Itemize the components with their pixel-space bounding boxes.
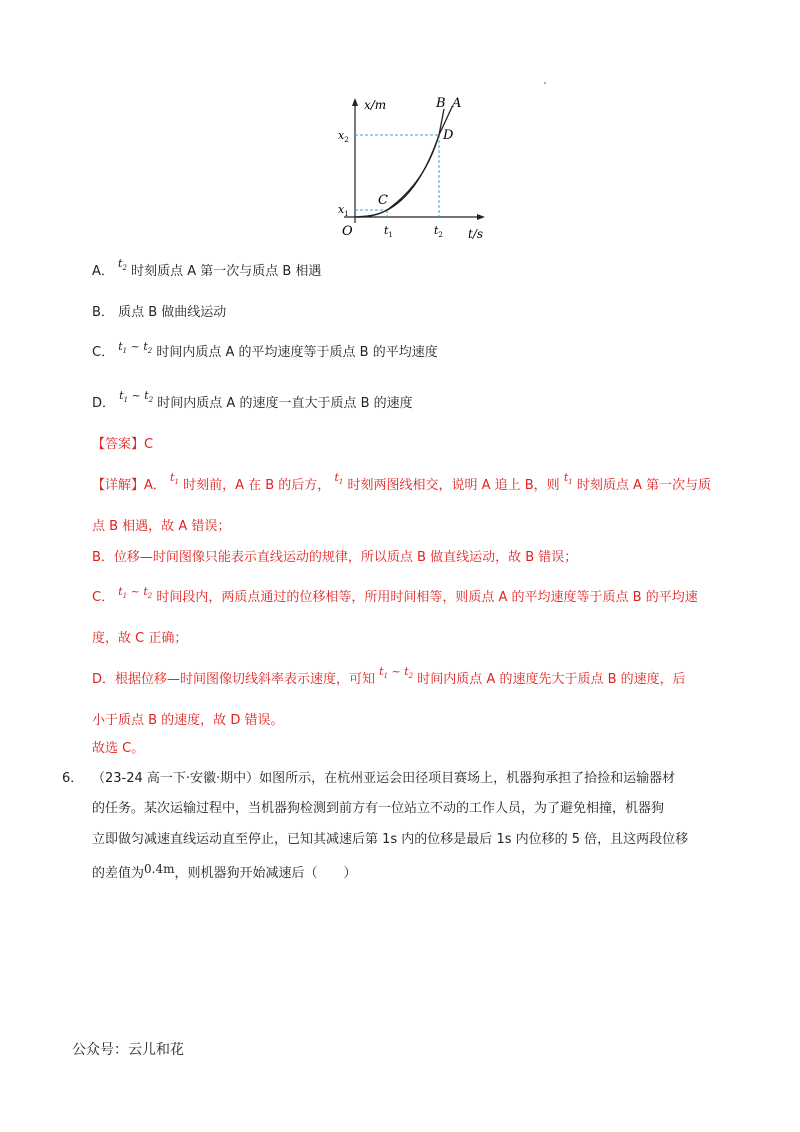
detail-c-line2: 度，故 C 正确； bbox=[92, 631, 188, 646]
question-6-line2: 的任务。某次运输过程中，当机器狗检测到前方有一位站立不动的工作人员，为了避免相撞，机器狗 bbox=[92, 801, 665, 816]
xt-graph bbox=[330, 95, 490, 245]
distance-value: 0.4m bbox=[144, 862, 175, 876]
option-d bbox=[92, 389, 413, 417]
t2-label: $t_2$ bbox=[434, 224, 443, 239]
detail-a1: 时刻前，A 在 B 的后方， bbox=[183, 478, 331, 493]
t1-label: $t_1$ bbox=[384, 224, 393, 239]
math-t1-t2: t1 ~ t2 bbox=[118, 340, 153, 356]
x2-label: $x_2$ bbox=[338, 129, 349, 144]
option-b-text: 质点 B 做曲线运动 bbox=[118, 305, 227, 320]
speck bbox=[544, 82, 546, 84]
footer-account: 公众号：云儿和花 bbox=[72, 1042, 184, 1058]
detail-a3: 时刻质点 A 第一次与质 bbox=[576, 478, 712, 493]
conclusion: 故选 C。 bbox=[92, 741, 145, 756]
x1-label: $x_1$ bbox=[338, 203, 349, 218]
option-d-text: 时间内质点 A 的速度一直大于质点 B 的速度 bbox=[157, 396, 413, 411]
math-t1: t1 bbox=[563, 471, 573, 487]
detail-label: 【详解】A． bbox=[92, 478, 166, 493]
detail-b: B．位移—时间图像只能表示直线运动的规律，所以质点 B 做直线运动，故 B 错误； bbox=[92, 550, 578, 565]
x-axis-label: t/s bbox=[468, 227, 484, 241]
detail-d-prefix: D．根据位移—时间图像切线斜率表示速度，可知 bbox=[92, 672, 376, 687]
option-d-prefix: D． bbox=[92, 396, 116, 411]
math-t2: t2 bbox=[118, 257, 127, 273]
question-6-number: 6． bbox=[62, 771, 84, 786]
math-t1-t2: t1 ~ t2 bbox=[119, 389, 154, 405]
curve-A-label: A bbox=[452, 96, 462, 111]
question-6-line3: 立即做匀减速直线运动直至停止，已知其减速后第 1s 内的位移是最后 1s 内位移的 5 倍，且这两段位移 bbox=[92, 832, 689, 847]
option-b bbox=[92, 304, 226, 322]
question-6-line1: （23-24 高一下·安徽·期中）如图所示，在杭州亚运会田径项目赛场上，机器狗承担了拾捡和运输器材 bbox=[92, 771, 676, 786]
detail-d1: 时间内质点 A 的速度先大于质点 B 的速度，后 bbox=[417, 672, 686, 687]
point-D-label: D bbox=[443, 128, 454, 143]
question-6-line4 bbox=[92, 864, 357, 883]
detail-c1: 时间段内，两质点通过的位移相等，所用时间相等，则质点 A 的平均速度等于质点 B 的平均速 bbox=[156, 590, 698, 605]
x-axis-arrow bbox=[477, 214, 485, 220]
detail-c-prefix: C． bbox=[92, 590, 115, 605]
option-c-text: 时间内质点 A 的平均速度等于质点 B 的平均速度 bbox=[156, 345, 438, 360]
answer: 【答案】C bbox=[92, 437, 154, 452]
detail-d-line1 bbox=[92, 665, 686, 693]
option-a-text: 时刻质点 A 第一次与质点 B 相遇 bbox=[131, 264, 322, 279]
question-6-line4a: 的差值为 bbox=[92, 866, 145, 881]
detail-a-line1 bbox=[92, 471, 712, 499]
option-c bbox=[92, 340, 438, 366]
question-6-line4b: ，则机器狗开始减速后（ ） bbox=[174, 866, 357, 881]
detail-d-line2: 小于质点 B 的速度，故 D 错误。 bbox=[92, 713, 284, 728]
option-c-prefix: C． bbox=[92, 345, 115, 360]
origin-label: O bbox=[342, 224, 353, 239]
option-a-prefix: A． bbox=[92, 264, 114, 279]
y-axis-arrow bbox=[352, 98, 358, 106]
math-t1: t1 bbox=[334, 471, 344, 487]
math-t1-t2: t1 ~ t2 bbox=[379, 665, 414, 681]
option-b-prefix: B． bbox=[92, 305, 114, 320]
curve-A bbox=[355, 107, 452, 217]
math-t1: t1 bbox=[170, 471, 179, 487]
option-a bbox=[92, 257, 322, 285]
math-t1-t2: t1 ~ t2 bbox=[118, 585, 153, 601]
detail-a-line2: 点 B 相遇，故 A 错误； bbox=[92, 519, 231, 534]
detail-c-line1 bbox=[92, 585, 698, 611]
point-C-label: C bbox=[378, 193, 388, 208]
curve-B-label: B bbox=[436, 96, 446, 111]
y-axis-label: x/m bbox=[364, 98, 387, 112]
detail-a2: 时刻两图线相交，说明 A 追上 B，则 bbox=[347, 478, 560, 493]
